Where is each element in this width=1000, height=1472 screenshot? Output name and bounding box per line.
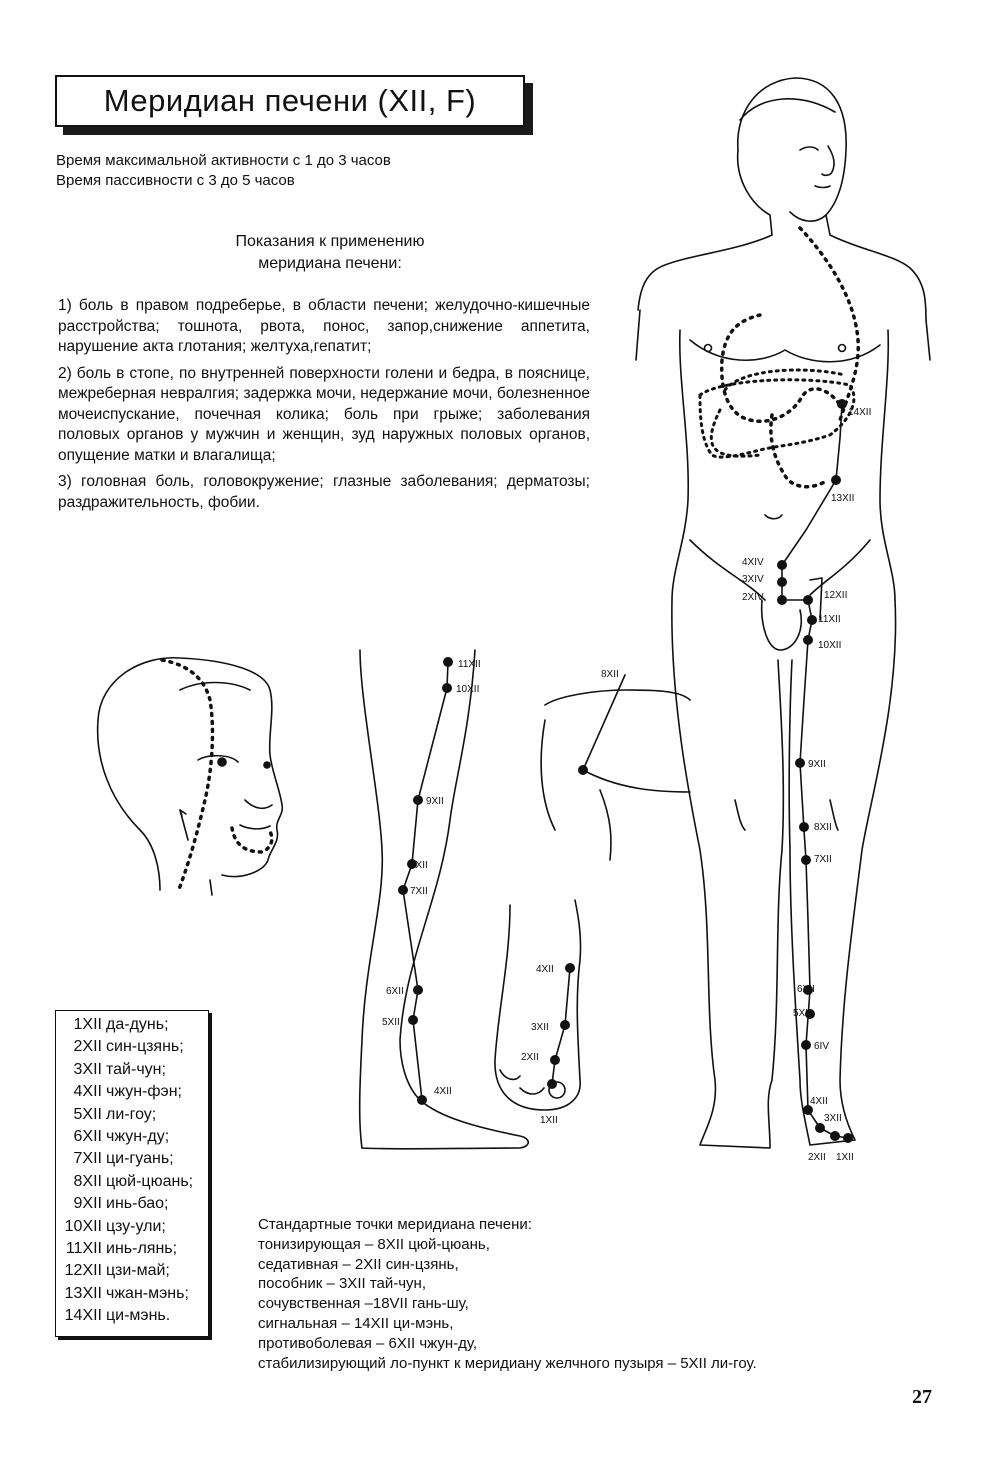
legend-item-code: 14XII	[64, 1307, 102, 1325]
legend-item-name: цзи-май;	[106, 1262, 170, 1280]
meridian-point	[777, 560, 787, 570]
legend-item-name: инь-лянь;	[106, 1240, 178, 1258]
standard-point-line: пособник – 3XII тай-чун,	[258, 1275, 427, 1293]
meridian-point	[795, 758, 805, 768]
body-knee-right	[735, 800, 745, 830]
body-eye	[800, 147, 818, 150]
legend-item-name: тай-чун;	[106, 1060, 166, 1078]
legend-item-name: ци-мэнь.	[106, 1307, 171, 1325]
standard-point-line: тонизирующая – 8XII цюй-цюань,	[258, 1235, 490, 1253]
legend-item-name: чжун-ду;	[106, 1128, 170, 1146]
indication-3: 3) головная боль, головокружение; глазные заболевания; дерматозы; раздражительность, фобии.	[58, 473, 590, 511]
body-label-7xii: 7XII	[814, 854, 832, 865]
meridian-neck-dots	[800, 228, 858, 420]
meridian-point	[803, 595, 813, 605]
head-back-outline	[98, 720, 160, 890]
body-groin-left	[810, 540, 870, 595]
body-hairline	[740, 99, 835, 120]
body-label-3xii: 3XII	[824, 1113, 842, 1124]
leg-label-9xii: 9XII	[426, 796, 444, 807]
meridian-point	[837, 399, 847, 409]
meridian-point	[801, 1040, 811, 1050]
meridian-chest-loop	[722, 315, 840, 421]
leg-meridian-line	[403, 662, 448, 1100]
indications-title-line1: Показания к применению	[235, 233, 425, 250]
legend-item-code: 1XII	[73, 1016, 102, 1033]
foot-toes	[500, 1070, 544, 1094]
body-label-6xii: 6XII	[797, 984, 815, 995]
meridian-point	[801, 855, 811, 865]
body-chest	[690, 340, 880, 362]
head-eye	[218, 758, 226, 766]
foot-label-1xii: 1XII	[540, 1115, 558, 1126]
body-label-5xii: 5XII	[793, 1008, 811, 1019]
body-torso-left	[880, 330, 895, 600]
standard-points-title: Стандартные точки меридиана печени:	[258, 1216, 532, 1233]
legend-item	[56, 1081, 208, 1103]
standard-point-line: сочувственная –18VII гань-шу,	[258, 1295, 469, 1313]
legend-item-code: 13XII	[64, 1284, 102, 1302]
leg-label-10xii: 10XII	[456, 684, 480, 695]
legend-item-code: 3XII	[73, 1060, 102, 1078]
points-legend	[55, 1010, 209, 1337]
body-label-14xii: 14XII	[848, 407, 872, 418]
legend-item-code: 10XII	[64, 1217, 102, 1235]
knee-front-outline	[541, 720, 555, 830]
meridian-point	[843, 1133, 853, 1143]
indication-1: 1) боль в правом подреберье, в области печени; желудочно-кишечные расстройства; тошнота, рвота, понос, запор,снижение аппетита, нарушение акта глотания; желтуха,гепатит;	[58, 297, 590, 355]
head-hair	[180, 683, 250, 691]
legend-item	[56, 1193, 208, 1215]
meridian-point	[417, 1095, 427, 1105]
meridian-point	[408, 1015, 418, 1025]
legend-item-name: чжан-мэнь;	[106, 1284, 189, 1302]
meridian-point	[565, 963, 575, 973]
body-groin-right	[690, 540, 765, 600]
legend-item-code: 5XII	[73, 1105, 102, 1123]
meridian-abdomen-dots	[771, 415, 828, 487]
body-navel	[765, 515, 782, 519]
activity-max: Время максимальной активности с 1 до 3 часов	[56, 152, 391, 169]
head-arrow-tip	[180, 810, 186, 816]
stomach-outline	[711, 410, 760, 456]
legend-item-name: цзу-ули;	[106, 1217, 166, 1235]
acupuncture-points	[398, 399, 853, 1143]
legend-item	[56, 1126, 208, 1148]
standard-point-line: противоболевая – 6XII чжун-ду,	[258, 1334, 478, 1352]
legend-item-name: инь-бао;	[106, 1195, 169, 1213]
legend-item-name: ли-гоу;	[106, 1105, 157, 1123]
head-nostril	[245, 800, 272, 808]
legend-item-code: 6XII	[73, 1128, 102, 1146]
meridian-point	[547, 1079, 557, 1089]
body-nipple-right	[705, 345, 712, 352]
meridian-point	[413, 795, 423, 805]
head-meridian-dots	[162, 660, 272, 892]
body-torso-right	[672, 330, 688, 600]
standard-points	[258, 1215, 757, 1373]
body-label-13xii: 13XII	[831, 493, 855, 504]
knee-figure	[541, 675, 690, 860]
head-face-outline	[98, 658, 282, 877]
body-label-11xii: 11XII	[818, 614, 841, 625]
legend-item	[56, 1036, 208, 1058]
meridian-point	[550, 1055, 560, 1065]
meridian-point	[560, 1020, 570, 1030]
head-mouth	[240, 825, 270, 829]
body-label-12xii: 12XII	[824, 590, 848, 601]
meridian-point	[443, 657, 453, 667]
legend-item-code: 4XII	[73, 1083, 102, 1101]
legend-item-code: 8XII	[73, 1172, 102, 1190]
head-eye-far	[264, 762, 270, 768]
body-nose	[822, 146, 834, 175]
body-label-8xii: 8XII	[814, 822, 832, 833]
meridian-point	[777, 595, 787, 605]
knee-label-line	[583, 675, 625, 770]
leg-label-4xii: 4XII	[434, 1086, 452, 1097]
body-meridian	[722, 228, 859, 1138]
meridian-point	[777, 577, 787, 587]
body-right-shoulder	[638, 235, 772, 310]
standard-point-line: стабилизирующий ло-пункт к меридиану желчного пузыря – 5XII ли-гоу.	[258, 1354, 757, 1372]
body-label-2xiv: 2XIV	[742, 592, 764, 603]
page-title: Меридиан печени (XII, F)	[55, 75, 525, 127]
body-label-4xiv: 4XIV	[742, 557, 764, 568]
indications-title-line2: меридиана печени:	[258, 255, 402, 272]
meridian-point	[442, 683, 452, 693]
body-nipple-left	[839, 345, 846, 352]
body-label-9xii: 9XII	[808, 759, 826, 770]
legend-item-name: чжун-фэн;	[106, 1083, 182, 1101]
leg-label-11xii: 11XII	[458, 659, 481, 670]
meridian-main-line	[782, 404, 848, 1138]
body-label-1xii: 1XII	[836, 1152, 854, 1163]
standard-point-line: седативная – 2XII син-цзянь,	[258, 1255, 459, 1273]
body-label-4xii: 4XII	[810, 1096, 828, 1107]
body-label-10xii: 10XII	[818, 640, 842, 651]
meridian-point	[799, 822, 809, 832]
legend-item	[56, 1059, 208, 1081]
body-right-leg	[672, 600, 783, 1148]
legend-item	[56, 1104, 208, 1126]
legend-item	[56, 1216, 208, 1238]
legend-item-code: 12XII	[64, 1262, 102, 1280]
legend-item	[56, 1171, 208, 1193]
foot-label-4xii: 4XII	[536, 964, 554, 975]
legend-item-name: син-цзянь;	[106, 1038, 184, 1056]
legend-item-code: 2XII	[73, 1038, 102, 1056]
foot-label-3xii: 3XII	[531, 1022, 549, 1033]
legend-item	[56, 1260, 208, 1282]
meridian-point	[831, 475, 841, 485]
legend-item	[56, 1014, 208, 1036]
knee-label-8xii: 8XII	[601, 669, 619, 680]
legend-item-name: ци-гуань;	[106, 1150, 174, 1168]
points-legend-list	[56, 1011, 208, 1328]
foot-figure	[495, 900, 581, 1110]
meridian-point	[398, 885, 408, 895]
legend-item	[56, 1305, 208, 1327]
body-jaw	[738, 150, 772, 235]
meridian-point	[803, 635, 813, 645]
body-left-arm-stub	[926, 320, 930, 360]
body-label-6iv: 6IV	[814, 1041, 830, 1052]
meridian-point	[815, 1123, 825, 1133]
standard-point-line: сигнальная – 14XII ци-мэнь,	[258, 1314, 454, 1332]
page-number: 27	[912, 1386, 932, 1408]
leg-label-5xii: 5XII	[382, 1017, 400, 1028]
meridian-point	[413, 985, 423, 995]
body-label-3xiv: 3XIV	[742, 574, 764, 585]
legend-item	[56, 1238, 208, 1260]
knee-calf	[600, 790, 611, 860]
activity-passive: Время пассивности с 3 до 5 часов	[56, 172, 295, 189]
legend-item-code: 9XII	[73, 1195, 102, 1213]
body-right-arm-stub	[636, 310, 640, 360]
leg-label-7xii: 7XII	[410, 886, 428, 897]
legend-item	[56, 1148, 208, 1170]
foot-label-2xii: 2XII	[521, 1052, 539, 1063]
legend-item-name: цюй-цюань;	[106, 1172, 194, 1190]
legend-item-name: да-дунь;	[106, 1016, 169, 1033]
body-label-2xii: 2XII	[808, 1152, 826, 1163]
legend-item-code: 11XII	[65, 1240, 102, 1258]
head-neck	[210, 880, 212, 895]
body-genitals	[762, 600, 802, 650]
leg-back-outline	[360, 650, 383, 1148]
leg-label-6xii: 6XII	[386, 986, 404, 997]
indication-2: 2) боль в стопе, по внутренней поверхности голени и бедра, в пояснице, межреберная невралгия; задержка мочи, недержание мочи, болезненное мочеиспускание, почечная колика; боль при грыже; заболевания половых органов у мужчин и женщин, зуд наружных половых органов, опущение матки и влагалища;	[58, 364, 590, 464]
legend-item	[56, 1283, 208, 1305]
meridian-point	[830, 1131, 840, 1141]
leg-label-8xii: 8XII	[410, 860, 428, 871]
meridian-point	[807, 615, 817, 625]
head-figure	[98, 658, 283, 895]
legend-item-code: 7XII	[73, 1150, 102, 1168]
body-figure	[636, 78, 930, 1148]
body-mouth	[815, 186, 830, 188]
meridian-point	[578, 765, 588, 775]
body-left-shoulder	[826, 215, 926, 320]
knee-back-outline	[583, 770, 690, 792]
